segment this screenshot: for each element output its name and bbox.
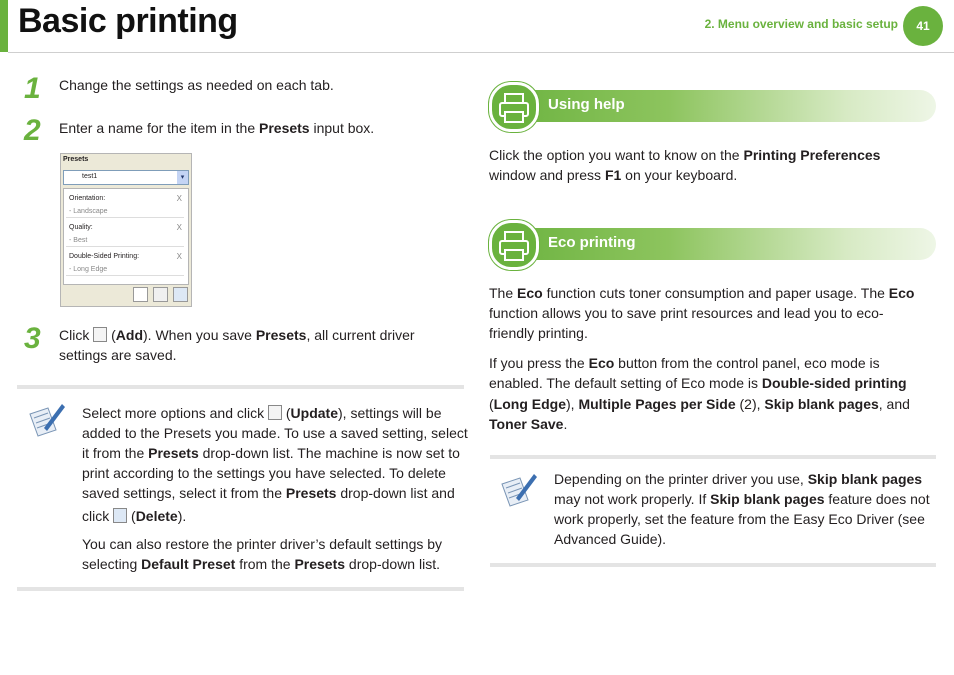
note-2-bottom-rule <box>490 563 936 567</box>
setting-name: Orientation: <box>69 195 106 202</box>
printer-icon <box>489 82 539 132</box>
eco-para-2-line-3: (Long Edge), Multiple Pages per Side (2), Skip blank pages, and <box>489 396 910 412</box>
presets-panel-screenshot <box>60 153 192 307</box>
list-item <box>66 191 184 218</box>
printer-icon <box>489 220 539 270</box>
add-icon <box>93 327 107 342</box>
eco-para-2-line-4: Toner Save. <box>489 416 568 432</box>
using-help-heading: Using help <box>548 96 625 113</box>
note-1-line-3: it from the Presets drop-down list. The machine is now set to <box>82 445 460 461</box>
note-top-rule <box>17 385 464 389</box>
note-1-para-2-line-1: You can also restore the printer driver’s default settings by <box>82 536 443 552</box>
step-2-text: Enter a name for the item in the Presets input box. <box>59 120 375 136</box>
help-line-2: window and press F1 on your keyboard. <box>489 167 738 183</box>
presets-settings-list <box>63 188 189 285</box>
note-2-line-3: work properly, set the feature from the Easy Eco Driver (see <box>554 511 925 527</box>
eco-para-2-line-1: If you press the Eco button from the control panel, eco mode is <box>489 355 880 371</box>
close-icon[interactable]: X <box>176 223 182 232</box>
update-button[interactable] <box>153 287 168 302</box>
list-item <box>66 249 184 276</box>
chapter-link[interactable]: 2. Menu overview and basic setup <box>704 17 898 31</box>
add-button[interactable] <box>133 287 148 302</box>
page-title: Basic printing <box>18 2 238 40</box>
note-pencil-icon <box>26 400 66 438</box>
step-1-text: Change the settings as needed on each tab. <box>59 77 334 93</box>
note-2-line-4: Advanced Guide). <box>554 531 667 547</box>
note-2-line-2: may not work properly. If Skip blank pages feature does not <box>554 491 930 507</box>
header-divider <box>8 52 954 53</box>
close-icon[interactable]: X <box>176 194 182 203</box>
step-1-number: 1 <box>24 72 41 105</box>
note-2-line-1: Depending on the printer driver you use, Skip blank pages <box>554 471 923 487</box>
note-1-line-5: saved settings, select it from the Presets drop-down list and <box>82 485 455 501</box>
note-1-line-2: added to the Presets you made. To use a saved setting, select <box>82 425 468 441</box>
delete-icon <box>113 508 127 523</box>
eco-para-1-line-3: friendly printing. <box>489 325 588 341</box>
help-line-1: Click the option you want to know on the Printing Preferences <box>489 147 881 163</box>
close-icon[interactable]: X <box>176 252 182 261</box>
setting-name: Quality: <box>69 224 93 231</box>
eco-para-2-line-2: enabled. The default setting of Eco mode is Double-sided printing <box>489 375 907 391</box>
note-1-line-4: print according to the settings you have selected. To delete <box>82 465 446 481</box>
note-2-top-rule <box>490 455 936 459</box>
delete-button[interactable] <box>173 287 188 302</box>
eco-para-1-line-2: function allows you to save print resources and lead you to eco- <box>489 305 884 321</box>
note-pencil-icon <box>498 470 538 508</box>
list-item <box>66 220 184 247</box>
eco-para-1-line-1: The Eco function cuts toner consumption and paper usage. The Eco <box>489 285 915 301</box>
note-1-line-1: Select more options and click (Update), settings will be <box>82 405 442 421</box>
step-2-number: 2 <box>24 114 41 147</box>
presets-label: Presets <box>63 156 89 163</box>
setting-value: - Long Edge <box>69 266 108 273</box>
update-icon <box>268 405 282 420</box>
presets-combo[interactable] <box>63 170 189 185</box>
setting-value: - Landscape <box>69 208 108 215</box>
setting-value: - Best <box>69 237 88 244</box>
chevron-down-icon[interactable]: ▾ <box>177 171 188 184</box>
note-bottom-rule <box>17 587 464 591</box>
setting-name: Double-Sided Printing: <box>69 253 140 260</box>
step-3-text: Click (Add). When you save Presets, all current driver <box>59 327 415 343</box>
eco-printing-heading: Eco printing <box>548 234 636 251</box>
note-1-line-6: click (Delete). <box>82 508 187 524</box>
header-accent-bar <box>0 0 8 52</box>
note-1-para-2-line-2: selecting Default Preset from the Presets drop-down list. <box>82 556 440 572</box>
step-3-number: 3 <box>24 322 41 355</box>
presets-combo-value: test1 <box>82 173 98 180</box>
page-number-badge: 41 <box>903 6 943 46</box>
step-3-text-line-2: settings are saved. <box>59 347 177 363</box>
